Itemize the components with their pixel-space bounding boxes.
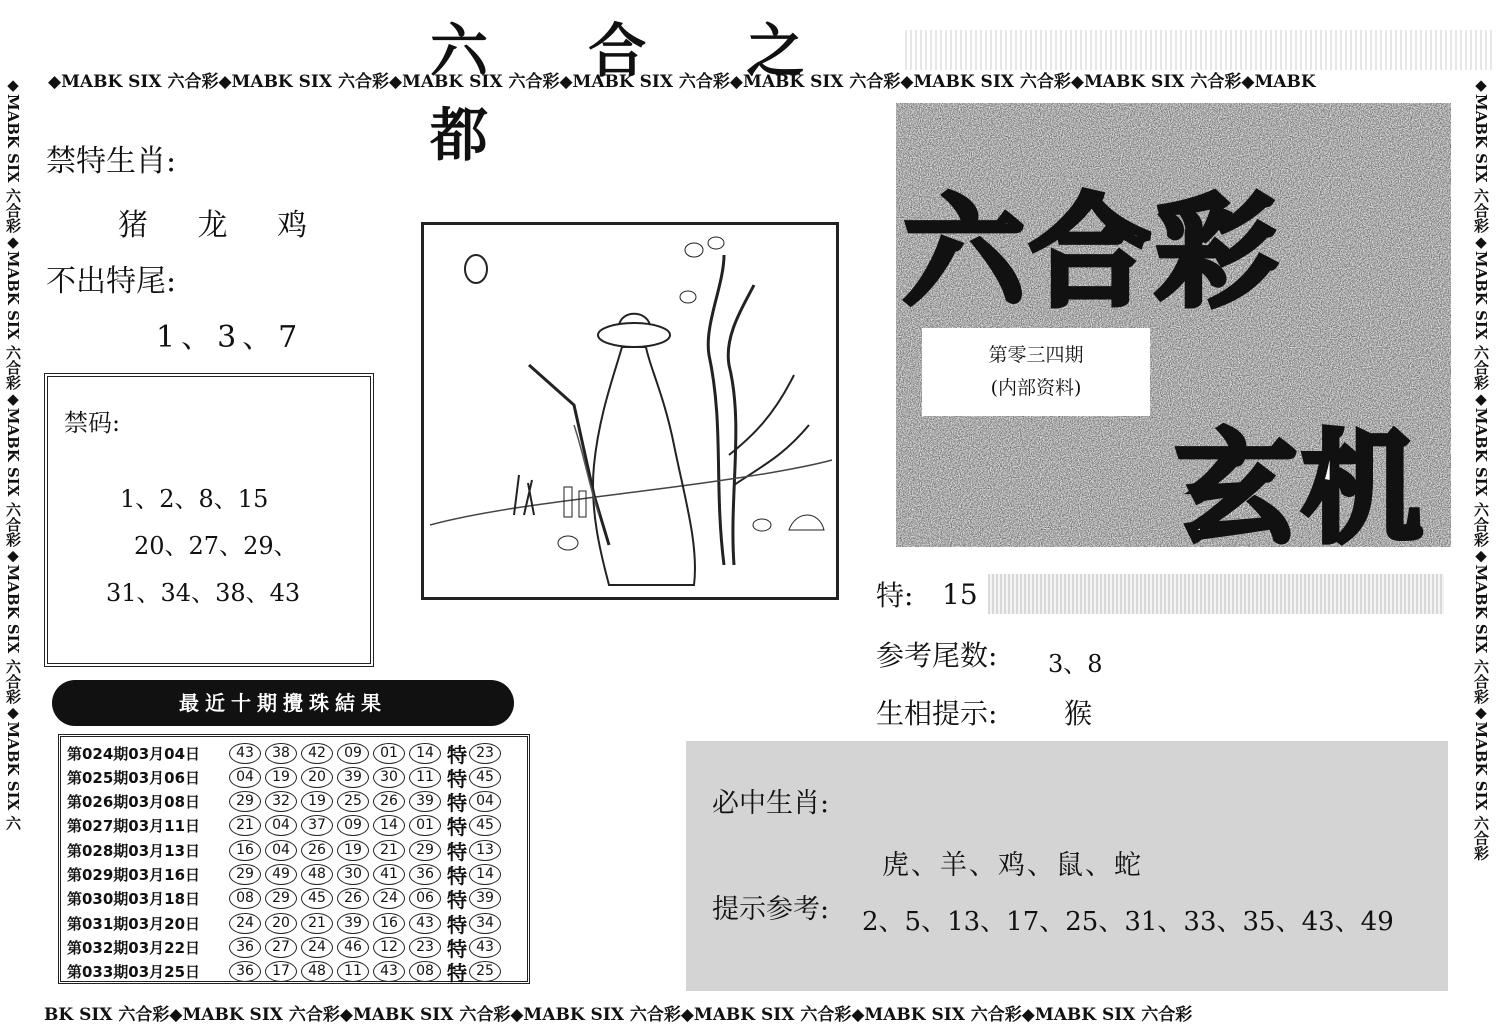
result-ball: 11 xyxy=(409,767,441,788)
result-ball: 30 xyxy=(337,864,369,885)
result-period: 第031期03月20日 xyxy=(67,914,201,933)
title-decoration xyxy=(905,30,1493,70)
result-period: 第024期03月04日 xyxy=(67,744,201,763)
result-ball: 16 xyxy=(229,840,261,861)
result-ball: 48 xyxy=(301,864,333,885)
result-ball: 38 xyxy=(265,743,297,764)
special-marker: 特 xyxy=(447,791,467,816)
special-value: 15 xyxy=(942,578,978,611)
result-ball: 48 xyxy=(301,961,333,982)
result-ball: 12 xyxy=(373,937,405,958)
special-ball: 39 xyxy=(469,888,501,909)
cover-panel xyxy=(896,103,1451,547)
forbidden-code-box xyxy=(44,373,374,667)
issue-number: 第零三四期 xyxy=(988,344,1084,366)
result-ball: 09 xyxy=(337,815,369,836)
result-ball: 36 xyxy=(229,937,261,958)
special-ball: 23 xyxy=(469,743,501,764)
result-ball: 43 xyxy=(229,743,261,764)
result-ball: 24 xyxy=(301,937,333,958)
special-ball: 14 xyxy=(469,864,501,885)
result-ball: 24 xyxy=(229,913,261,934)
special-marker: 特 xyxy=(447,864,467,888)
result-ball: 20 xyxy=(265,913,297,934)
result-ball: 01 xyxy=(373,743,405,764)
illustration-image xyxy=(421,222,839,600)
special-ball: 34 xyxy=(469,913,501,934)
result-row xyxy=(67,814,505,838)
forbidden-zodiac-value: 猪 龙 鸡 xyxy=(118,208,308,243)
cover-title-line1: 六合彩 xyxy=(904,184,1282,323)
result-ball: 21 xyxy=(301,913,333,934)
cover-title-line2: 玄机 xyxy=(1176,420,1428,547)
bottom-border-strip: BK SIX 六合彩◆MABK SIX 六合彩◆MABK SIX 六合彩◆MABK SIX 六合彩◆MABK SIX 六合彩◆MABK SIX 六合彩◆MABK SIX 六合彩 xyxy=(44,1005,1193,1025)
result-period: 第033期03月25日 xyxy=(67,963,201,982)
no-tail-label: 不出特尾: xyxy=(46,264,177,299)
result-ball: 36 xyxy=(229,961,261,982)
result-ball: 46 xyxy=(337,937,369,958)
result-ball: 27 xyxy=(265,937,297,958)
result-ball: 04 xyxy=(265,840,297,861)
result-ball: 24 xyxy=(373,888,405,909)
result-row xyxy=(67,838,505,862)
result-row xyxy=(67,935,505,959)
result-ball: 08 xyxy=(409,961,441,982)
reference-label: 提示参考: xyxy=(712,894,830,925)
old-man-illustration xyxy=(424,225,836,597)
top-border-strip: ◆MABK SIX 六合彩◆MABK SIX 六合彩◆MABK SIX 六合彩◆MABK SIX 六合彩◆MABK SIX 六合彩◆MABK SIX 六合彩◆MABK SIX 六合彩◆MABK xyxy=(48,72,1316,92)
result-row xyxy=(67,741,505,765)
result-ball: 08 xyxy=(229,888,261,909)
forbidden-code-row: 31、34、38、43 xyxy=(106,579,301,607)
special-marker: 特 xyxy=(447,936,467,961)
result-period: 第027期03月11日 xyxy=(67,817,201,836)
result-row xyxy=(67,960,505,984)
special-ball: 45 xyxy=(469,767,501,788)
issue-box xyxy=(922,328,1150,416)
zodiac-hint-label: 生相提示: xyxy=(876,697,998,730)
special-marker: 特 xyxy=(447,815,467,840)
result-ball: 49 xyxy=(265,864,297,885)
special-marker: 特 xyxy=(447,839,467,864)
special-ball: 45 xyxy=(469,815,501,836)
result-period: 第025期03月06日 xyxy=(67,768,201,787)
result-row xyxy=(67,911,505,935)
forbidden-code-row: 1、2、8、15 xyxy=(120,485,269,513)
result-ball: 19 xyxy=(265,767,297,788)
special-decoration xyxy=(988,574,1444,614)
result-ball: 43 xyxy=(373,961,405,982)
result-ball: 41 xyxy=(373,864,405,885)
result-ball: 19 xyxy=(337,840,369,861)
forbidden-code-row: 20、27、29、 xyxy=(134,532,298,560)
result-ball: 14 xyxy=(409,743,441,764)
special-marker: 特 xyxy=(447,766,467,791)
result-ball: 45 xyxy=(301,888,333,909)
result-ball: 26 xyxy=(337,888,369,909)
results-table xyxy=(58,734,530,984)
result-period: 第032期03月22日 xyxy=(67,938,201,957)
result-ball: 29 xyxy=(229,864,261,885)
result-row xyxy=(67,887,505,911)
result-ball: 39 xyxy=(337,913,369,934)
result-row xyxy=(67,790,505,814)
result-ball: 21 xyxy=(229,815,261,836)
prediction-panel xyxy=(686,741,1448,991)
right-border-strip: ◆MABK SIX 六合彩◆MABK SIX 六合彩◆MABK SIX 六合彩◆MABK SIX 六合彩◆MABK SIX 六合彩 xyxy=(1472,76,1490,861)
issue-note: (内部资料) xyxy=(990,377,1082,399)
result-period: 第029期03月16日 xyxy=(67,866,201,884)
result-ball: 36 xyxy=(409,864,441,885)
result-ball: 25 xyxy=(337,791,369,812)
result-row xyxy=(67,765,505,789)
result-ball: 20 xyxy=(301,767,333,788)
result-ball: 01 xyxy=(409,815,441,836)
reference-value: 2、5、13、17、25、31、33、35、43、49 xyxy=(862,907,1394,937)
must-zodiac-value: 虎、羊、鸡、鼠、蛇 xyxy=(882,850,1143,881)
result-ball: 19 xyxy=(301,791,333,812)
special-marker: 特 xyxy=(447,742,467,767)
result-ball: 04 xyxy=(265,815,297,836)
must-zodiac-label: 必中生肖: xyxy=(712,788,830,819)
no-tail-value: 1、3、7 xyxy=(156,320,304,355)
result-ball: 06 xyxy=(409,888,441,909)
special-marker: 特 xyxy=(447,961,467,986)
special-ball: 04 xyxy=(469,791,501,812)
result-period: 第028期03月13日 xyxy=(67,841,201,860)
result-ball: 26 xyxy=(301,840,333,861)
result-ball: 21 xyxy=(373,840,405,861)
result-ball: 37 xyxy=(301,815,333,836)
result-ball: 39 xyxy=(337,767,369,788)
result-ball: 43 xyxy=(409,913,441,934)
result-ball: 26 xyxy=(373,791,405,812)
result-ball: 29 xyxy=(409,840,441,861)
forbidden-zodiac-label: 禁特生肖: xyxy=(46,144,177,179)
special-ball: 43 xyxy=(469,937,501,958)
result-ball: 23 xyxy=(409,937,441,958)
result-ball: 14 xyxy=(373,815,405,836)
special-label: 特: xyxy=(876,579,914,612)
result-ball: 11 xyxy=(337,961,369,982)
page-title: 六 合 之 都 xyxy=(430,17,845,169)
result-ball: 39 xyxy=(409,791,441,812)
special-marker: 特 xyxy=(447,912,467,937)
result-ball: 29 xyxy=(229,791,261,812)
tail-value: 3、8 xyxy=(1048,650,1103,678)
result-ball: 17 xyxy=(265,961,297,982)
result-row xyxy=(67,863,505,887)
result-ball: 42 xyxy=(301,743,333,764)
special-ball: 25 xyxy=(469,961,501,982)
result-period: 第030期03月18日 xyxy=(67,890,201,909)
zodiac-hint-value: 猴 xyxy=(1064,697,1093,730)
result-ball: 29 xyxy=(265,888,297,909)
result-ball: 32 xyxy=(265,791,297,812)
result-period: 第026期03月08日 xyxy=(67,793,201,812)
tail-label: 参考尾数: xyxy=(876,639,998,672)
results-banner: 最近十期攪珠結果 xyxy=(52,680,514,726)
left-border-strip: ◆MABK SIX 六合彩◆MABK SIX 六合彩◆MABK SIX 六合彩◆MABK SIX 六合彩◆MABK SIX 六 xyxy=(4,76,22,831)
result-ball: 09 xyxy=(337,743,369,764)
special-marker: 特 xyxy=(447,888,467,913)
result-ball: 30 xyxy=(373,767,405,788)
result-ball: 04 xyxy=(229,767,261,788)
result-ball: 16 xyxy=(373,913,405,934)
special-ball: 13 xyxy=(469,840,501,861)
forbidden-code-label: 禁码: xyxy=(64,409,121,437)
